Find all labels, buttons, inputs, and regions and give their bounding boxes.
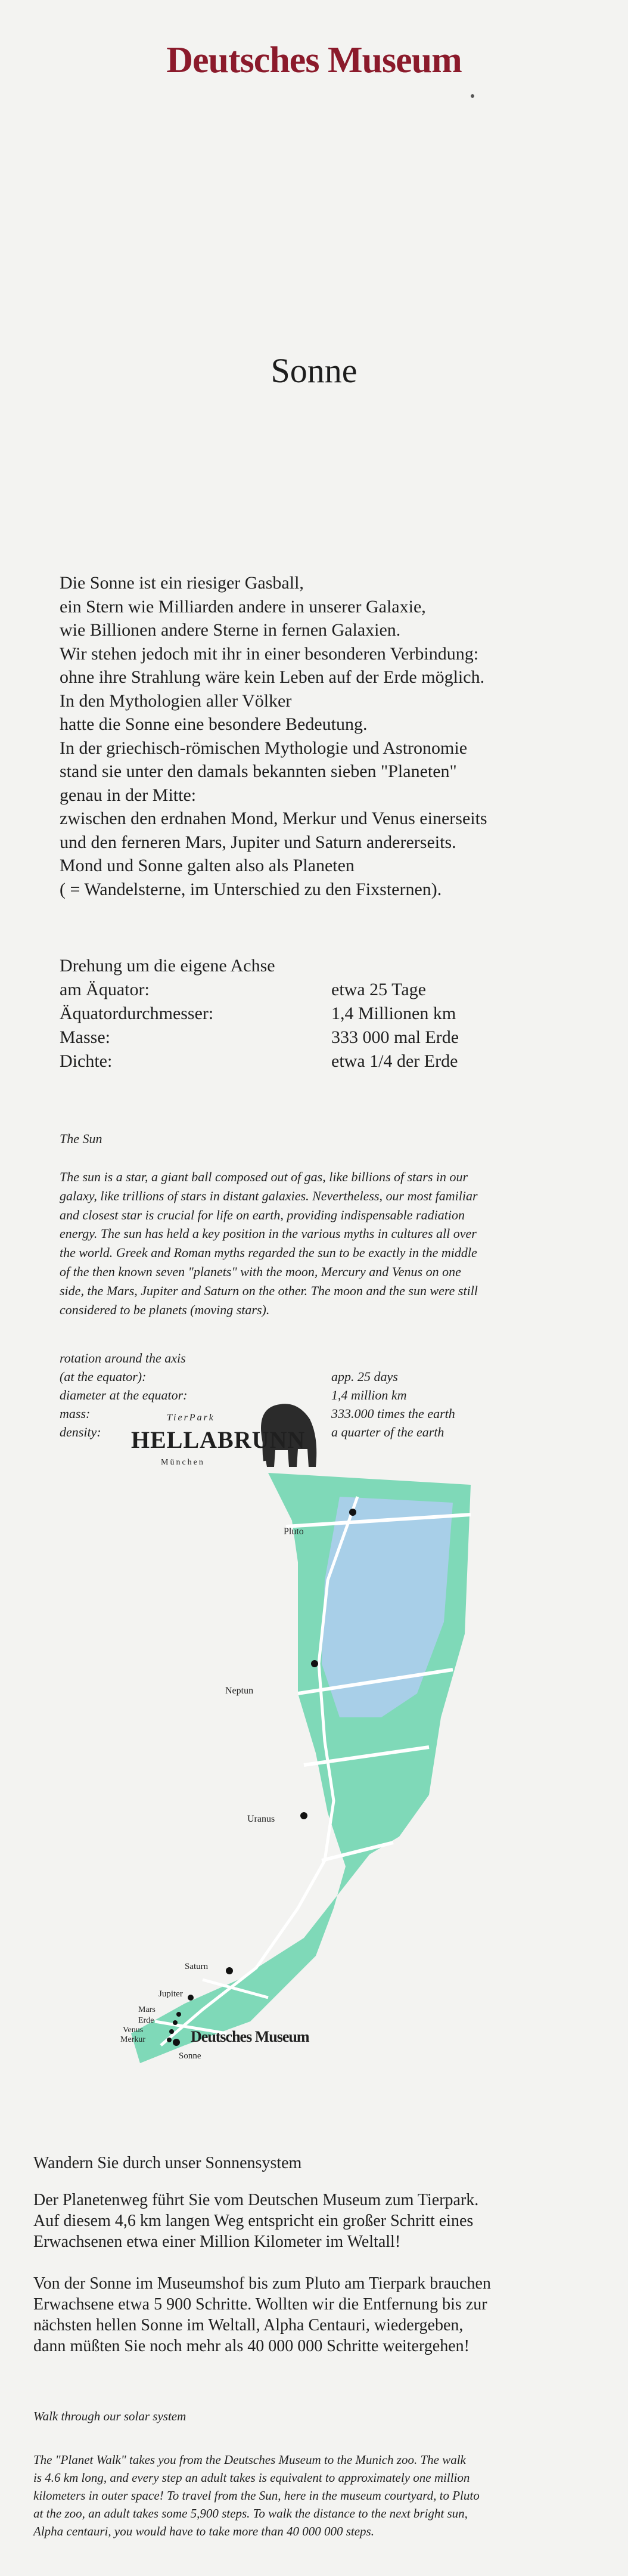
sonne-marker — [173, 2039, 180, 2046]
fact-row — [60, 1049, 548, 1073]
english-title: The Sun — [60, 1131, 102, 1146]
zoo-city: München — [161, 1458, 205, 1467]
en-text-line: of the then known seven "planets" with the moon, Mercury and Venus on one — [60, 1264, 461, 1279]
uranus-marker — [300, 1812, 307, 1819]
walk-line: Erwachsenen etwa einer Million Kilometer im Weltall! — [33, 2233, 401, 2251]
planet-walk-map — [119, 1383, 512, 2087]
de-text-line: In der griechisch-römischen Mythologie und Astronomie — [60, 738, 468, 758]
fact-label: rotation around the axis — [60, 1351, 186, 1366]
fact-row — [60, 1002, 548, 1026]
english-description — [60, 1168, 554, 1319]
fact-label: diameter at the equator: — [60, 1388, 188, 1402]
walk-en-line: kilometers in outer space! To travel from the Sun, here in the museum courtyard, to Pluto — [33, 2488, 480, 2503]
de-text-line: genau in der Mitte: — [60, 785, 197, 805]
fact-value: etwa 25 Tage — [331, 980, 426, 999]
en-text-line: and closest star is crucial for life on earth, providing indispensable radiation — [60, 1207, 465, 1222]
walk-en-line: is 4.6 km long, and every step an adult takes is equivalent to approximately one million — [33, 2470, 470, 2485]
en-text-line: energy. The sun has held a key position in the various myths in cultures all over — [60, 1226, 477, 1241]
de-text-line: stand sie unter den damals bekannten sieben "Planeten" — [60, 761, 457, 781]
en-text-line: side, the Mars, Jupiter and Saturn on the other. The moon and the sun were still — [60, 1283, 478, 1298]
fact-value: 333 000 mal Erde — [331, 1027, 459, 1047]
de-text-line: und den ferneren Mars, Jupiter und Saturn andererseits. — [60, 832, 456, 852]
en-text-line: the world. Greek and Roman myths regarded the sun to be exactly in the middle — [60, 1245, 477, 1261]
fact-label: Masse: — [60, 1027, 110, 1047]
label-neptun: Neptun — [225, 1686, 254, 1696]
walk-paragraph-1 — [33, 2190, 599, 2252]
label-mars: Mars — [138, 2005, 156, 2014]
fact-label: Äquatordurchmesser: — [60, 1004, 214, 1023]
saturn-marker — [226, 1967, 233, 1974]
fact-value: etwa 1/4 der Erde — [331, 1051, 458, 1071]
walk-en-line: The "Planet Walk" takes you from the Deutsches Museum to the Munich zoo. The walk — [33, 2453, 466, 2467]
walk-line: dann müßten Sie noch mehr als 40 000 000 Schritte weitergehen! — [33, 2337, 470, 2355]
walk-line: nächsten hellen Sonne im Weltall, Alpha Centauri, wiedergeben, — [33, 2316, 464, 2334]
jupiter-marker — [188, 1995, 194, 2001]
label-uranus: Uranus — [247, 1814, 275, 1824]
fact-label: Drehung um die eigene Achse — [60, 956, 275, 976]
walk-en-line: Alpha centauri, you would have to take more than 40 000 000 steps. — [33, 2524, 374, 2538]
fact-label: (at the equator): — [60, 1369, 147, 1384]
pluto-marker — [349, 1509, 356, 1516]
de-text-line: wie Billionen andere Sterne in fernen Galaxien. — [60, 620, 401, 640]
walk-line: Erwachsene etwa 5 900 Schritte. Wollten wir die Entfernung bis zur — [33, 2295, 487, 2314]
venus-marker — [169, 2029, 174, 2034]
de-text-line: In den Mythologien aller Völker — [60, 691, 292, 711]
museum-map-label: Deutsches Museum — [191, 2028, 309, 2045]
walk-en-line: at the zoo, an adult takes some 5,900 steps. To walk the distance to the next bright sun, — [33, 2506, 468, 2521]
en-text-line: The sun is a star, a giant ball composed out of gas, like billions of stars in our — [60, 1169, 468, 1184]
label-sonne: Sonne — [179, 2051, 201, 2061]
walk-english-title: Walk through our solar system — [33, 2409, 186, 2423]
speck-mark — [471, 94, 474, 98]
fact-label: Dichte: — [60, 1051, 113, 1071]
label-venus: Venus — [123, 2026, 144, 2035]
zoo-small-label: TierPark — [167, 1413, 215, 1423]
german-description — [60, 571, 548, 901]
fact-value: a quarter of the earth — [331, 1425, 444, 1439]
de-text-line: hatte die Sonne eine besondere Bedeutung. — [60, 714, 368, 734]
de-text-line: zwischen den erdnahen Mond, Merkur und Venus einerseits — [60, 809, 487, 828]
erde-marker — [173, 2020, 178, 2025]
fact-row — [60, 978, 548, 1002]
de-text-line: ein Stern wie Milliarden andere in unserer Galaxie, — [60, 596, 426, 617]
neptun-marker — [311, 1660, 318, 1667]
fact-label: density: — [60, 1425, 101, 1439]
fact-label: am Äquator: — [60, 980, 150, 999]
zoo-name: HELLABRUNN — [131, 1426, 306, 1453]
label-pluto: Pluto — [284, 1527, 304, 1537]
en-text-line: galaxy, like trillions of stars in distant galaxies. Nevertheless, our most familiar — [60, 1188, 478, 1203]
page-title: Sonne — [271, 351, 357, 390]
fact-value: 1,4 Millionen km — [331, 1004, 456, 1023]
en-text-line: considered to be planets (moving stars). — [60, 1302, 270, 1317]
walk-line: Von der Sonne im Museumshof bis zum Pluto am Tierpark brauchen — [33, 2274, 491, 2293]
walk-paragraph-2 — [33, 2273, 599, 2357]
fact-row — [60, 1349, 548, 1367]
fact-row — [60, 1026, 548, 1049]
walk-title: Wandern Sie durch unser Sonnensystem — [33, 2154, 302, 2172]
walk-line: Auf diesem 4,6 km langen Weg entspricht ein großer Schritt eines — [33, 2212, 474, 2230]
de-text-line: ohne ihre Strahlung wäre kein Leben auf der Erde möglich. — [60, 667, 485, 687]
german-facts-table — [60, 954, 548, 1073]
fact-value: 1,4 million km — [331, 1388, 407, 1402]
de-text-line: ( = Wandelsterne, im Unterschied zu den Fixsternen). — [60, 879, 442, 899]
fact-row — [60, 954, 548, 978]
museum-logo: Deutsches Museum — [166, 40, 462, 80]
fact-label: mass: — [60, 1406, 91, 1421]
label-erde: Erde — [138, 2016, 154, 2025]
de-text-line: Wir stehen jedoch mit ihr in einer besonderen Verbindung: — [60, 643, 479, 664]
merkur-marker — [167, 2038, 172, 2042]
mars-marker — [176, 2012, 181, 2017]
label-merkur: Merkur — [120, 2035, 145, 2044]
de-text-line: Mond und Sonne galten also als Planeten — [60, 856, 355, 875]
label-jupiter: Jupiter — [158, 1989, 183, 1999]
walk-english-text — [33, 2451, 605, 2540]
de-text-line: Die Sonne ist ein riesiger Gasball, — [60, 573, 304, 593]
fact-value: 333.000 times the earth — [331, 1406, 455, 1421]
fact-value: app. 25 days — [331, 1369, 398, 1384]
label-saturn: Saturn — [185, 1962, 209, 1971]
walk-line: Der Planetenweg führt Sie vom Deutschen Museum zum Tierpark. — [33, 2191, 479, 2209]
